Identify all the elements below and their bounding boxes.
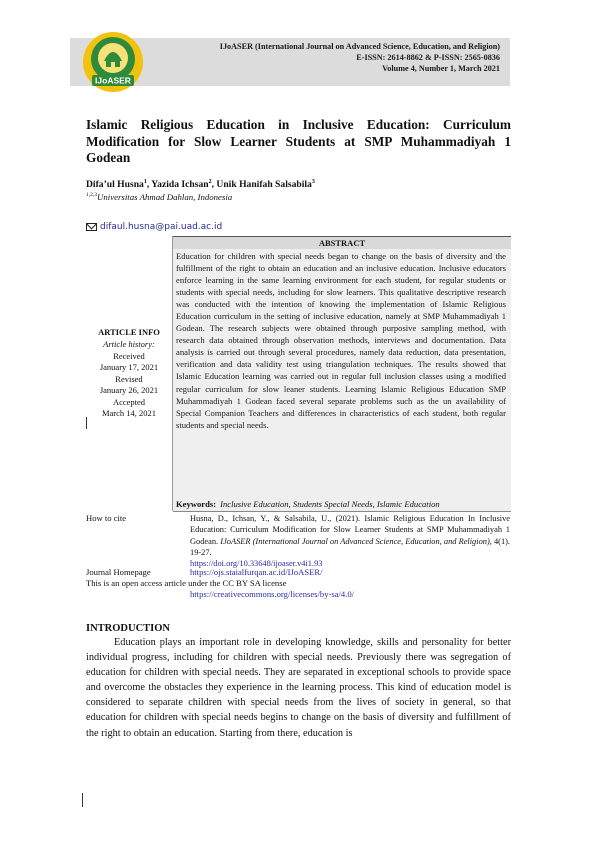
citation-part1: Husna, D., Ichsan, Y., & Salsabila, U., (2021). Islamic Religious Education In Inclusive Education: Curriculum Modification for Slow Learner Students at SMP Muhammadiyah 1 Godean.	[190, 514, 510, 546]
abstract-heading: ABSTRACT	[173, 236, 511, 250]
revised-label: Revised	[115, 373, 143, 384]
license-link[interactable]: https://creativecommons.org/licenses/by-sa/4.0/	[190, 589, 355, 599]
journal-logo	[82, 31, 144, 93]
author-name: Difa’ul Husna	[86, 179, 144, 191]
affiliation	[86, 192, 232, 202]
citation-text	[190, 513, 510, 569]
introduction-text: Education plays an important role in developing knowledge, skills and personality for better individual progress, including for children with special needs. Previously there was segregation of education for children with special needs. They are separated in exceptional schools to provide space and overcome the obstacles they experience in the learning process. This kind of education model is considered to separate children with special needs from the lives of society in general, so that education for children with special needs begins to change on the basis of diversity and fulfillment of the right to obtain an education. Starting from there, education is	[86, 637, 511, 739]
journal-volume: Volume 4, Number 1, March 2021	[382, 64, 500, 73]
journal-info	[220, 41, 500, 74]
article-history	[86, 339, 172, 420]
article-info-heading: ARTICLE INFO	[98, 327, 160, 337]
article-title: Islamic Religious Education in Inclusive Education: Curriculum Modification for Slow Learner Students at SMP Muhammadiyah 1 Godean	[86, 117, 511, 165]
how-to-cite-label: How to cite	[86, 513, 127, 523]
author-sup: 3	[311, 179, 315, 185]
email-line[interactable]	[86, 222, 222, 232]
history-label: Article history:	[103, 339, 155, 349]
license-text: This is an open access article under the CC BY SA license	[86, 578, 287, 588]
abstract-text: Education for children with special needs began to change on the basis of diversity and the fulfillment of the right to obtain an education and an inclusive education. Inclusive educators enforce learning in the same learning environment for each student, for regular students or students with special needs, including for slow learners. This qualitative descriptive research was conducted with the intention of knowing the implementation of Islamic Religious Education curriculum in the setting of inclusive education, namely at SMP Muhammadiyah 1 Godean. The research subjects were obtained through purposive sampling method, with research data obtained through observation methods, interviews and documentation. Data analysis is carried out through several procedures, namely data reduction, data presentation, verification and data validity test using triangulation techniques. The results showed that Islamic Education learning was carried out in regular full inclusion classes using a modified regular curriculum for slow leaner students. Learning Islamic Religious Education SMP Muhammadiyah 1 Godean faced several separate problems such as the un availability of Special Companion Teachers and differences in characteristics of each student, both regular students and special needs.	[176, 251, 506, 430]
author-list: Difa’ul Husna$^1$, Yazida Ichsan$^2$, Unik Hanifah Salsabila$^3$	[86, 179, 315, 191]
keywords-values: Inclusive Education, Students Special Needs, Islamic Education	[220, 499, 440, 509]
journal-name: IJoASER (International Journal on Advanced Science, Education, and Religion)	[219, 42, 500, 51]
keywords	[176, 499, 440, 509]
homepage-label: Journal Homepage	[86, 567, 151, 577]
author-name: Yazida Ichsan	[151, 179, 209, 191]
journal-issn: E-ISSN: 2614-8862 & P-ISSN: 2565-0836	[356, 53, 500, 62]
author-sup: 1	[143, 179, 147, 185]
received-label: Received	[113, 350, 145, 361]
affiliation-text: Universitas Ahmad Dahlan, Indonesia	[97, 192, 233, 202]
keywords-label: Keywords:	[176, 499, 217, 509]
citation-part2: , 4(1). 19-27.	[190, 536, 511, 557]
doi-link[interactable]: https://doi.org/10.33648/ijoaser.v4i1.93	[190, 559, 323, 569]
introduction-heading: INTRODUCTION	[86, 623, 171, 634]
logo-text: IJoASER	[95, 75, 131, 86]
page-edge-marker	[82, 793, 83, 807]
citation-journal: IJoASER (International Journal on Advanced Science, Education, and Religion)	[220, 536, 490, 546]
affiliation-sup: 1,2,3	[86, 192, 97, 199]
text-cursor	[86, 417, 87, 429]
envelope-icon	[86, 223, 97, 231]
homepage-link[interactable]: https://ojs.staialfurqan.ac.id/IJoASER/	[190, 567, 323, 577]
abstract-divider	[172, 236, 173, 511]
author-name: Unik Hanifah Salsabila	[216, 179, 312, 191]
accepted-label: Accepted	[112, 396, 146, 407]
author-sup: 2	[208, 179, 212, 185]
received-date: January 17, 2021	[99, 362, 159, 372]
revised-date: January 26, 2021	[99, 385, 159, 395]
accepted-date: March 14, 2021	[101, 408, 157, 418]
email-link[interactable]: difaul.husna@pai.uad.ac.id	[100, 222, 223, 232]
